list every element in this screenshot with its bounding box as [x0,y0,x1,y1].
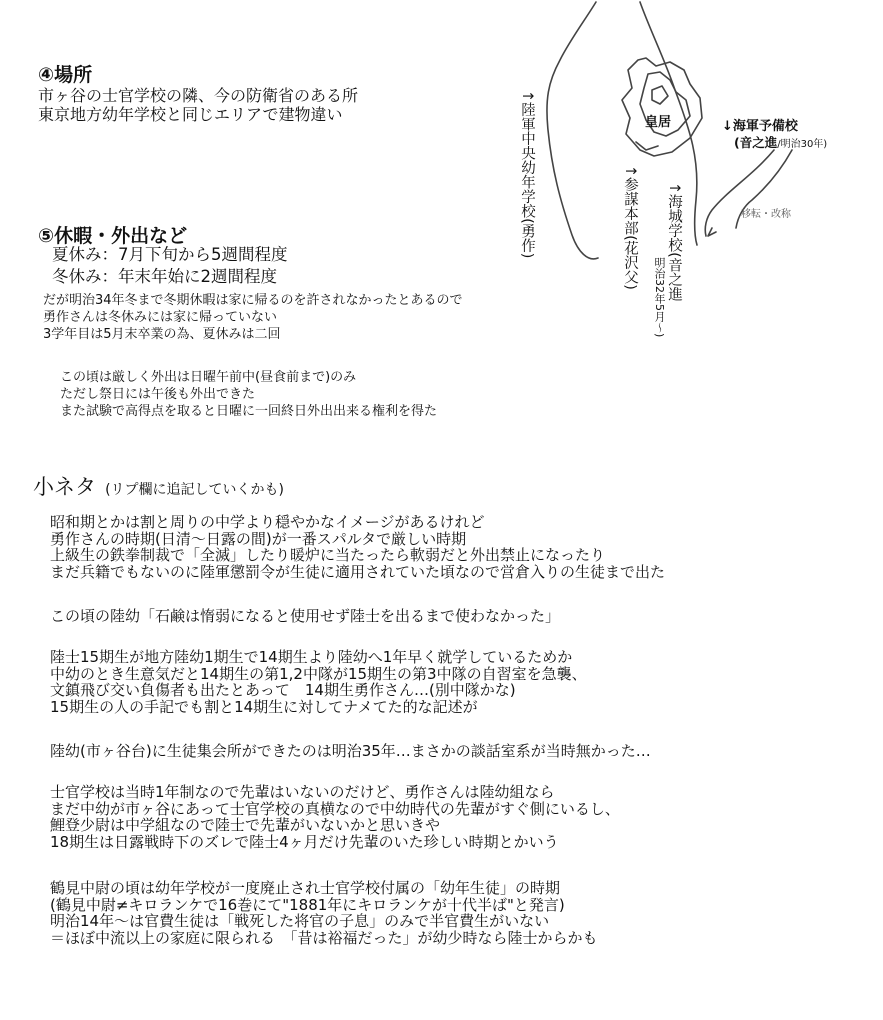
koneta-line: 陸士15期生が地方陸幼1期生で14期生より陸幼へ1年早く就学しているためか [50,648,573,666]
koneta-line: 鯉登少尉は中学組なので陸士で先輩がいないかと思いきや [50,816,441,834]
section4-body [38,86,358,124]
koneta-line: (鶴見中尉≠キロランケで16巻にて"1881年にキロランケが十代半ば"と発言) [50,895,565,914]
koneta-paragraph [50,880,598,946]
koneta-line: まだ兵籍でもないのに陸軍懲罰令が生徒に適用されていた頃なので営倉入りの生徒まで出た [50,562,666,581]
section4-line: 市ヶ谷の士官学校の隣、今の防衛省のある所 [38,86,359,105]
navy-route-line [705,150,774,236]
koneta-line: 昭和期とかは割と周りの中学より穏やかなイメージがあるけれど [50,513,485,531]
label-kokyo: 皇居 [645,115,672,130]
koneta-line: 鶴見中尉の頃は幼年学校が一度廃止され士官学校付属の「幼年生徒」の時期 [50,879,561,897]
label-central-youth-school: ↑陸軍中央幼年学校(勇作) [519,90,535,259]
koneta-line: 明治14年〜は官費生徒は「戦死した将官の子息」のみで半官費生がいない [50,912,550,930]
koneta-line: 勇作さんの時期(日清〜日露の間)が一番スパルタで厳しい時期 [50,529,467,548]
koneta-subtitle: (リプ欄に追記していくかも) [105,482,285,498]
section5-heading: ⑤休暇・外出など [38,225,188,247]
vacation-winter: 冬休み：年末年始に2週間程度 [52,267,277,286]
outing-line: この頃は厳しく外出は日曜午前中(昼食前まで)のみ [60,370,357,385]
label-navy-prep-school: ↓海軍予備校 [722,119,798,134]
koneta-line: 士官学校は当時1年制なので先輩はいないのだけど、勇作さんは陸幼組なら [50,783,555,801]
note-line: 勇作さんは冬休みには家に帰っていない [43,310,278,325]
section5-outing [60,369,437,420]
koneta-paragraph [50,514,665,580]
label-kaijo-date: 明治32年5月〜) [653,257,666,338]
koneta-line: 18期生は日露戦時下のズレで陸士4ヶ月だけ先輩のいた珍しい時期とかいう [50,832,559,851]
vacation-summer: 夏休み：7月下旬から5週間程度 [52,245,288,264]
koneta-line: ＝ほぼ中流以上の家庭に限られる 「昔は裕福だった」が幼少時なら陸士からかも [50,928,598,947]
koneta-paragraph [50,743,651,760]
koneta-line: まだ中幼が市ヶ谷にあって士官学校の真横なので中幼時代の先輩がすぐ側にいるし、 [50,799,620,818]
koneta-line: 上級生の鉄拳制裁で「全滅」したり暖炉に当たったら軟弱だと外出禁止になったり [50,546,606,564]
koneta-title: 小ネタ [33,475,96,499]
section5-notes [43,292,463,343]
koneta-paragraph [50,608,560,625]
section5-vacations [52,244,288,288]
label-move-rename: 移転・改称 [741,209,791,220]
label-general-staff: ↑参謀本部(花沢父) [622,165,638,290]
section4-line: 東京地方幼年学校と同じエリアで建物違い [38,105,343,124]
koneta-line: 15期生の人の手記でも割と14期生に対してナメてた的な記述が [50,697,478,716]
koneta-line: 文鎮飛び交い負傷者も出たとあって 14期生勇作さん…(別中隊かな) [50,681,516,699]
koneta-heading [33,471,284,501]
outing-line: また試験で高得点を取ると日曜に一回終日外出出来る権利を得た [60,404,438,419]
koneta-line: 陸幼(市ヶ谷台)に生徒集会所ができたのは明治35年…まさかの談話室系が当時無かった… [50,742,651,760]
label-kaijo-school: ↑海城学校(音之進 [666,182,682,302]
koneta-paragraph [50,784,620,850]
map-boundary-line [547,2,598,259]
koneta-line: 中幼のとき生意気だと14期生の第1,2中隊が15期生の第3中隊の自習室を急襲、 [50,664,587,683]
note-line: だが明治34年冬まで冬期休暇は家に帰るのを許されなかったとあるので [43,293,463,308]
outing-line: ただし祭日には午後も外出できた [60,387,256,402]
label-navy-sub: (音之進/明治30年) [734,135,828,150]
section4-heading: ④場所 [38,64,93,86]
note-line: 3学年目は5月末卒業の為、夏休みは二回 [43,327,281,342]
koneta-paragraph [50,649,587,715]
koneta-line: この頃の陸幼「石鹸は惰弱になると使用せず陸士を出るまで使わなかった」 [50,607,561,625]
